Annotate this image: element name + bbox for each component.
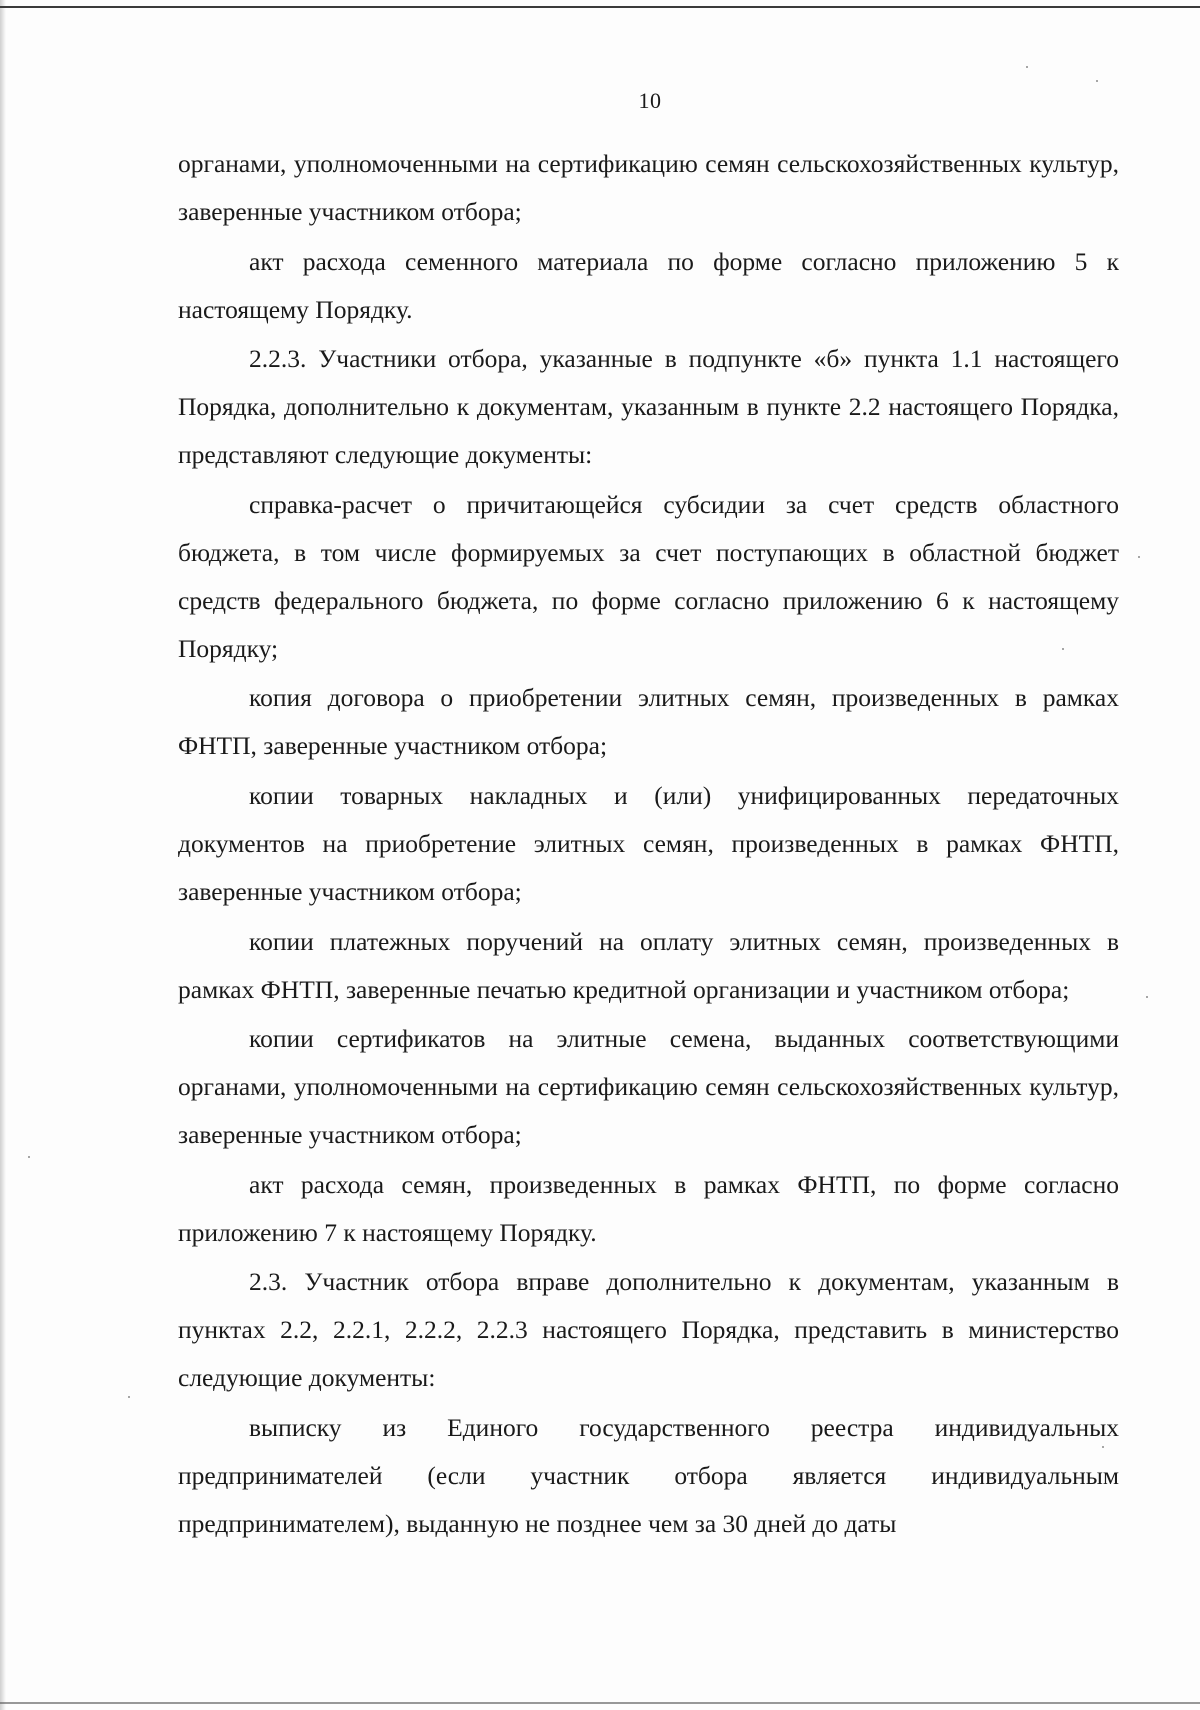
paragraph-subsidy-calculation: справка-расчет о причитающейся субсидии за счет средств областного бюджета, в том числе формируемых за счет поступающих в областной бюджет средств федерального бюджета, по форме согласно приложению 6 к настоящему Порядку; [178,489,1119,663]
paragraph-act-seed-material: акт расхода семенного материала по форме согласно приложению 5 к настоящему Порядку. [178,246,1119,324]
scan-speck [28,1156,30,1158]
scan-top-border [0,6,1200,8]
scan-left-edge [0,0,6,1710]
scan-speck [1138,556,1140,558]
paragraph-act-seeds-fntp: акт расхода семян, произведенных в рамках ФНТП, по форме согласно приложению 7 к настоящему Порядку. [178,1169,1119,1247]
scan-speck [1062,648,1064,650]
scan-speck [128,1396,130,1398]
paragraph-payment-orders: копии платежных поручений на оплату элитных семян, произведенных в рамках ФНТП, заверенные печатью кредитной организации и участником отбора; [178,926,1119,1004]
paragraph-contract-copy: копия договора о приобретении элитных семян, произведенных в рамках ФНТП, заверенные участником отбора; [178,683,1119,761]
paragraph-2-3: 2.3. Участник отбора вправе дополнительно к документам, указанным в пунктах 2.2, 2.2.1, 2.2.2, 2.2.3 настоящего Порядка, представить в министерство следующие документы: [178,1267,1119,1393]
paragraph-egrip-extract: выписку из Единого государственного реестра индивидуальных предпринимателей (если участник отбора является индивидуальным предпринимателем), выданную не позднее чем за 30 дней до даты [178,1412,1119,1538]
paragraph-invoice-copies: копии товарных накладных и (или) унифицированных передаточных документов на приобретение элитных семян, произведенных в рамках ФНТП, заверенные участником отбора; [178,780,1119,906]
scan-speck [1026,66,1028,68]
body-text [178,140,1119,1550]
scan-bottom-border [0,1702,1200,1704]
scan-speck [1102,1446,1104,1448]
page-number: 10 [638,88,662,113]
paragraph-certificates: копии сертификатов на элитные семена, выданных соответствующими органами, уполномоченными на сертификацию семян сельскохозяйственных культур, заверенные участником отбора; [178,1024,1119,1150]
paragraph-2-2-3: 2.2.3. Участники отбора, указанные в подпункте «б» пункта 1.1 настоящего Порядка, дополнительно к документам, указанным в пункте 2.2 настоящего Порядка, представляют следующие документы: [178,344,1119,470]
paragraph-continuation: органами, уполномоченными на сертификацию семян сельскохозяйственных культур, заверенные участником отбора; [178,149,1119,226]
scan-speck [1096,80,1098,82]
scan-speck [1146,996,1148,998]
